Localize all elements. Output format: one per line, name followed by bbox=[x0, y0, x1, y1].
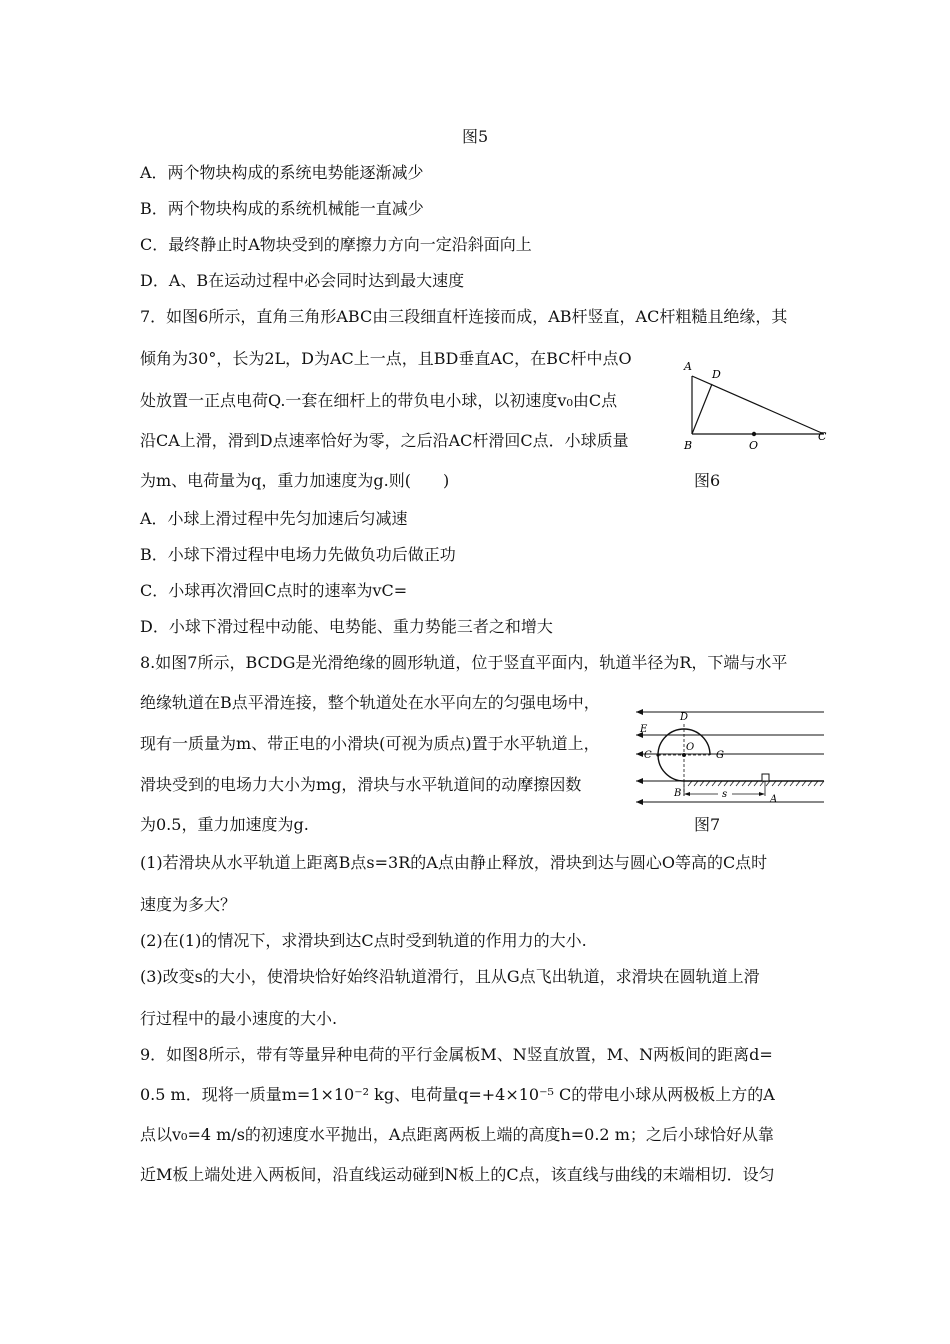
center-o bbox=[682, 753, 686, 757]
ground-hatching bbox=[688, 781, 824, 786]
label-o: O bbox=[686, 742, 695, 753]
label-b: B bbox=[674, 788, 682, 799]
label-b: B bbox=[684, 439, 693, 452]
q8-sub2: (2)在(1)的情况下，求滑块到达C点时受到轨道的作用力的大小. bbox=[140, 931, 587, 950]
label-a: A bbox=[770, 794, 778, 805]
figure-6-caption: 图6 bbox=[694, 471, 721, 490]
q8-line-2: 绝缘轨道在B点平滑连接，整个轨道处在水平向左的匀强电场中， bbox=[140, 693, 600, 712]
q8-sub1-line-2: 速度为多大？ bbox=[140, 895, 237, 914]
label-o: O bbox=[749, 439, 759, 452]
label-e: E bbox=[640, 724, 648, 735]
q6-option-d: D．A、B在运动过程中必会同时达到最大速度 bbox=[140, 271, 465, 290]
q7-option-a: A．小球上滑过程中先匀加速后匀减速 bbox=[140, 509, 408, 528]
q8-line-3: 现有一质量为m、带正电的小滑块(可视为质点)置于水平轨道上， bbox=[140, 734, 600, 753]
q7-line-2: 倾角为30°，长为2L，D为AC上一点，且BD垂直AC，在BC杆中点O bbox=[140, 349, 632, 368]
label-d: D bbox=[680, 712, 689, 723]
q7-option-c: C．小球再次滑回C点时的速率为vC= bbox=[140, 581, 408, 600]
label-c: C bbox=[644, 750, 652, 761]
q9-line-4: 近M板上端处进入两板间，沿直线运动碰到N板上的C点，该直线与曲线的末端相切．设匀 bbox=[140, 1165, 775, 1184]
q8-sub1-line-1: (1)若滑块从水平轨道上距离B点s=3R的A点由静止释放，滑块到达与圆心O等高的C点时 bbox=[140, 853, 768, 872]
figure-5-caption: 图5 bbox=[462, 127, 489, 146]
q7-line-3: 处放置一正点电荷Q.一套在细杆上的带负电小球，以初速度v₀由C点 bbox=[140, 391, 618, 410]
figure-7-caption: 图7 bbox=[694, 815, 721, 834]
label-a: A bbox=[684, 360, 692, 373]
label-d: D bbox=[712, 368, 721, 381]
q9-line-3: 点以v₀=4 m/s的初速度水平抛出，A点距离两板上端的高度h=0.2 m；之后小球恰好从靠 bbox=[140, 1125, 774, 1144]
q7-line-1: 7．如图6所示，直角三角形ABC由三段细直杆连接而成，AB杆竖直，AC杆粗糙且绝缘，其 bbox=[140, 307, 788, 326]
q8-sub3-line-2: 行过程中的最小速度的大小. bbox=[140, 1009, 338, 1028]
q8-line-1: 8.如图7所示，BCDG是光滑绝缘的圆形轨道，位于竖直平面内，轨道半径为R，下端与水平 bbox=[140, 653, 788, 672]
q7-line-4: 沿CA上滑，滑到D点速率恰好为零，之后沿AC杆滑回C点．小球质量 bbox=[140, 431, 629, 450]
figure-6-diagram bbox=[676, 352, 840, 452]
charge-point-o bbox=[752, 432, 756, 436]
figure-7-diagram bbox=[632, 704, 828, 808]
q9-line-1: 9．如图8所示，带有等量异种电荷的平行金属板M、N竖直放置，M、N两板间的距离d= bbox=[140, 1045, 773, 1064]
q7-line-5: 为m、电荷量为q，重力加速度为g.则( ) bbox=[140, 471, 450, 490]
q7-option-d: D．小球下滑过程中动能、电势能、重力势能三者之和增大 bbox=[140, 617, 553, 636]
q8-line-4: 滑块受到的电场力大小为mg，滑块与水平轨道间的动摩擦因数 bbox=[140, 775, 582, 794]
label-g: G bbox=[716, 750, 724, 761]
point-c bbox=[656, 753, 659, 756]
label-c: C bbox=[818, 430, 827, 443]
q8-line-5: 为0.5，重力加速度为g. bbox=[140, 815, 309, 834]
q7-option-b: B．小球下滑过程中电场力先做负功后做正功 bbox=[140, 545, 456, 564]
q6-option-a: A．两个物块构成的系统电势能逐渐减少 bbox=[140, 163, 424, 182]
q8-sub3-line-1: (3)改变s的大小，使滑块恰好始终沿轨道滑行，且从G点飞出轨道，求滑块在圆轨道上滑 bbox=[140, 967, 760, 986]
q6-option-c: C．最终静止时A物块受到的摩擦力方向一定沿斜面向上 bbox=[140, 235, 532, 254]
slider-block bbox=[762, 774, 769, 781]
q6-option-b: B．两个物块构成的系统机械能一直减少 bbox=[140, 199, 424, 218]
segment-bd bbox=[692, 384, 712, 434]
label-s: s bbox=[722, 789, 728, 800]
q9-line-2: 0.5 m．现将一质量m=1×10⁻² kg、电荷量q=+4×10⁻⁵ C的带电小球从两极板上方的A bbox=[140, 1085, 775, 1104]
field-lines bbox=[636, 712, 824, 802]
